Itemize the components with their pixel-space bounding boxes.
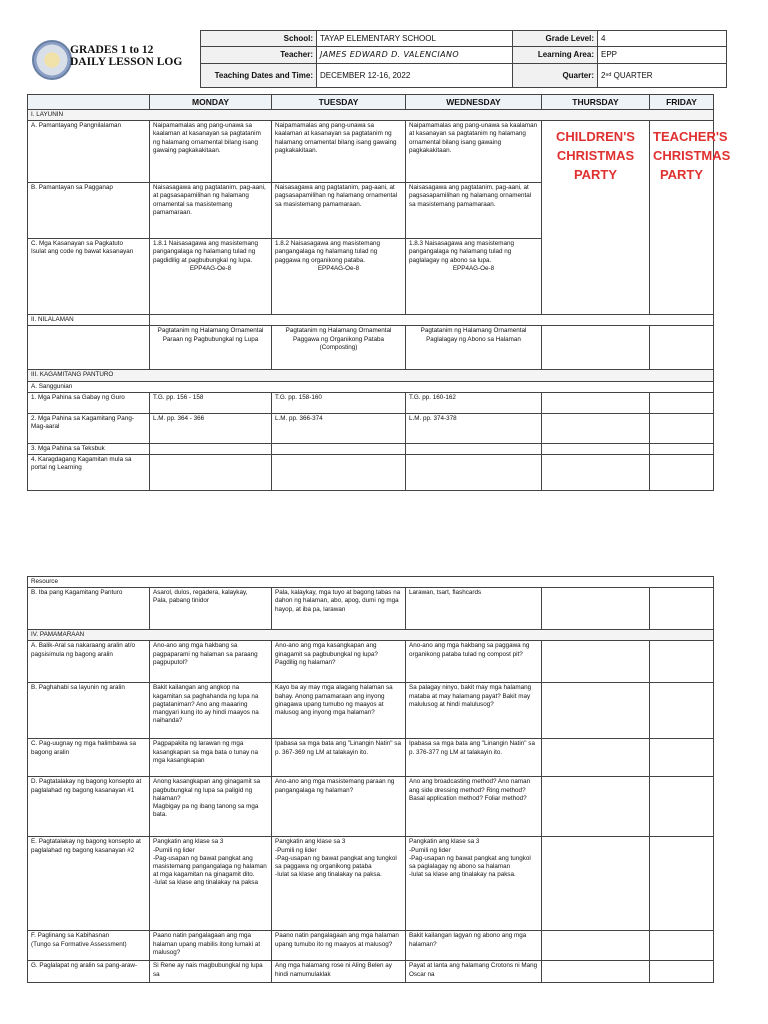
competency-code: EPP4AG-Oe-8 xyxy=(317,264,360,272)
talakay2-friday xyxy=(650,837,714,931)
title-line-1: GRADES 1 to 12 xyxy=(70,44,154,56)
competency-text: 1.8.3 Naisasagawa ang masistemang pangangalaga ng halamang tulad ng paglalagay ng abono sa lupa. xyxy=(409,240,515,264)
linang-wednesday: Bakit kailangan lagyan ng abono ang mga halaman? xyxy=(406,931,542,961)
linang-tuesday: Paano natin pangalagaan ang mga halaman upang tumubo ito ng maayos at malusog? xyxy=(272,931,406,961)
lr-friday xyxy=(650,455,714,491)
iba-monday: Asarol, dulos, regadera, kalaykay, Pala, pabang tinidor xyxy=(150,588,272,630)
day-header-wednesday: WEDNESDAY xyxy=(406,95,542,110)
row-label-pagtatalakay-2: E. Pagtatalakay ng bagong konsepto at paglalahad ng bagong kasanayan #2 xyxy=(28,837,150,931)
lm-tuesday: L.M. pp. 366-374 xyxy=(272,413,406,443)
tx-monday xyxy=(150,443,272,454)
cell-a-monday: Naipamamalas ang pang-unawa sa kaalaman at kasanayan sa pagtatanim ng halamang ornamental bilang isang gawaing pagkakakitaan. xyxy=(150,121,272,183)
iba-tuesday: Pala, kalaykay, mga tuyo at bagong tabas na dahon ng halaman, abo, apog, dumi ng mga hayop, at iba pa, larawan xyxy=(272,588,406,630)
quarter-value: 2ⁿᵈ QUARTER xyxy=(598,64,727,88)
talakay1-thursday xyxy=(542,777,650,837)
row-label-iba-pang-kagamitan: B. Iba pang Kagamitang Panturo xyxy=(28,588,150,630)
lr-thursday xyxy=(542,455,650,491)
lapat-monday: Si Rene ay nais magbubungkal ng lupa sa xyxy=(150,961,272,983)
cell-a-wednesday: Naipamamalas ang pang-unawa sa kaalaman at kasanayan sa pagtatanim ng halamang ornamental bilang isang gawaing pagkakakitaan. xyxy=(406,121,542,183)
habi-friday xyxy=(650,683,714,739)
lapat-wednesday: Payat at lanta ang halamang Crotons ni Mang Oscar na xyxy=(406,961,542,983)
tg-tuesday: T.G. pp. 158-160 xyxy=(272,392,406,413)
cell-c-tuesday xyxy=(272,239,406,315)
lapat-tuesday: Ang mga halamang rose ni Aling Belen ay hindi namumulaklak xyxy=(272,961,406,983)
day-header-tuesday: TUESDAY xyxy=(272,95,406,110)
row-label-kasanayan: C. Mga Kasanayan sa Pagkatuto Isulat ang code ng bawat kasanayan xyxy=(28,239,150,315)
competency-text: 1.8.2 Naisasagawa ang masistemang pangangalaga ng halamang tulad ng paggawa ng organikong pataba. xyxy=(275,240,381,264)
nilalaman-thursday xyxy=(542,326,650,370)
row-label-balik-aral: A. Balik-Aral sa nakaraang aralin at/o pagsisimula ng bagong aralin xyxy=(28,641,150,683)
cell-a-tuesday: Naipamamalas ang pang-unawa sa kaalaman at kasanayan sa pagtatanim ng halamang ornamental bilang isang gawaing pagkakakitaan. xyxy=(272,121,406,183)
talakay1-friday xyxy=(650,777,714,837)
row-label-pagtatalakay-1: D. Pagtatalakay ng bagong konsepto at paglalahad ng bagong kasanayan #1 xyxy=(28,777,150,837)
tx-tuesday xyxy=(272,443,406,454)
tx-thursday xyxy=(542,443,650,454)
talakay2-monday: Pangkatin ang klase sa 3 -Pumili ng lider -Pag-usapan ng bawat pangkat ang masistemang pangangalaga ng halaman at mga kagamitan na ginagamit dito. -Iulat sa klase ang tinalakay na paksa xyxy=(150,837,272,931)
day-header-thursday: THURSDAY xyxy=(542,95,650,110)
corner-cell xyxy=(28,95,150,110)
row-label-gabay-guro: 1. Mga Pahina sa Gabay ng Guro xyxy=(28,392,150,413)
quarter-label: Quarter: xyxy=(513,64,598,88)
lm-monday: L.M. pp. 364 - 366 xyxy=(150,413,272,443)
talakay1-monday: Anong kasangkapan ang ginagamit sa pagbubungkal ng lupa sa paligid ng halaman? Magbigay pa ng ibang tanong sa mga bata. xyxy=(150,777,272,837)
lm-wednesday: L.M. pp. 374-378 xyxy=(406,413,542,443)
competency-code: EPP4AG-Oe-8 xyxy=(452,264,495,272)
lesson-log-table-page2 xyxy=(27,576,714,983)
row-label-paglalapat: G. Paglalapat ng aralin sa pang-araw- xyxy=(28,961,150,983)
habi-monday: Bakit kailangan ang angkop na kagamitan sa paghahanda ng lupa na pagtataniman? Ano ang maaaring mangyari kung ito ay hindi maayos na naihanda? xyxy=(150,683,272,739)
title-line-2: DAILY LESSON LOG xyxy=(70,56,183,68)
nilalaman-blank xyxy=(150,315,714,326)
section-pamamaraan: IV. PAMAMARAAN xyxy=(28,630,714,641)
talakay2-wednesday: Pangkatin ang klase sa 3 -Pumili ng lider -Pag-usapan ng bawat pangkat ang tungkol sa paglalagay ng abono sa halaman -Iulat sa klase ang tinalakay na paksa. xyxy=(406,837,542,931)
dates-label: Teaching Dates and Time: xyxy=(201,64,317,88)
row-label-paghahabi: B. Paghahabi sa layunin ng aralin xyxy=(28,683,150,739)
nilalaman-label-blank xyxy=(28,326,150,370)
iba-friday xyxy=(650,588,714,630)
cell-b-tuesday: Naisasagawa ang pagtatanim, pag-aani, at pagsasapamilihan ng halamang ornamental sa masistemang pamamaraan. xyxy=(272,183,406,239)
competency-code: EPP4AG-Oe-8 xyxy=(189,264,232,272)
competency-text: 1.8.1 Naisasagawa ang masistemang pangangalaga ng halamang tulad ng pagdidilig at pagbubungkal ng lupa. xyxy=(153,240,259,264)
row-label-paglinang: F. Paglinang sa Kabihasnan (Tungo sa Formative Assessment) xyxy=(28,931,150,961)
row-label-pamantayang-pangnilalaman: A. Pamantayang Pangnilalaman xyxy=(28,121,150,183)
habi-wednesday: Sa palagay ninyo, bakit may mga halamang mataba at may halamang payat? Bakit may malulusog at hindi malulusog? xyxy=(406,683,542,739)
lm-friday xyxy=(650,413,714,443)
linang-friday xyxy=(650,931,714,961)
lr-monday xyxy=(150,455,272,491)
balik-thursday xyxy=(542,641,650,683)
day-header-friday: FRIDAY xyxy=(650,95,714,110)
thursday-event: CHILDREN'S CHRISTMAS PARTY xyxy=(542,121,650,315)
learning-area-label: Learning Area: xyxy=(513,47,598,64)
nilalaman-friday xyxy=(650,326,714,370)
row-label-karagdagang-kagamitan: 4. Karagdagang Kagamitan mula sa portal ng Learning xyxy=(28,455,150,491)
lr-tuesday xyxy=(272,455,406,491)
lm-thursday xyxy=(542,413,650,443)
header-info-table xyxy=(200,30,727,88)
section-nilalaman: II. NILALAMAN xyxy=(28,315,150,326)
school-value: TAYAP ELEMENTARY SCHOOL xyxy=(317,31,513,47)
tx-wednesday xyxy=(406,443,542,454)
tg-wednesday: T.G. pp. 160-162 xyxy=(406,392,542,413)
cell-c-wednesday xyxy=(406,239,542,315)
ugnay-monday: Pagpapakita ng larawan ng mga kasangkapan sa mga bata o tunay na mga kasangkapan xyxy=(150,739,272,777)
sanggunian-label: A. Sanggunian xyxy=(28,381,714,392)
tg-friday xyxy=(650,392,714,413)
linang-monday: Paano natin pangalagaan ang mga halaman upang mabilis itong lumaki at malusog? xyxy=(150,931,272,961)
section-kagamitan: III. KAGAMITANG PANTURO xyxy=(28,370,714,381)
dates-value: DECEMBER 12-16, 2022 xyxy=(317,64,513,88)
friday-event: TEACHER'S CHRISTMAS PARTY xyxy=(650,121,714,315)
nilalaman-wednesday: Pagtatanim ng Halamang Ornamental Paglalagay ng Abono sa Halaman xyxy=(406,326,542,370)
balik-tuesday: Ano-ano ang mga kasangkapan ang ginagamit sa pagbubungkal ng lupa? Pagdilig ng halaman? xyxy=(272,641,406,683)
ugnay-friday xyxy=(650,739,714,777)
school-label: School: xyxy=(201,31,317,47)
learning-area-value: EPP xyxy=(598,47,727,64)
nilalaman-tuesday: Pagtatanim ng Halamang Ornamental Paggawa ng Organikong Pataba (Composting) xyxy=(272,326,406,370)
row-label-pamantayan-sa-pagganap: B. Pamantayan sa Pagganap xyxy=(28,183,150,239)
lapat-thursday xyxy=(542,961,650,983)
section-layunin: I. LAYUNIN xyxy=(28,110,714,121)
lapat-friday xyxy=(650,961,714,983)
tg-thursday xyxy=(542,392,650,413)
talakay2-tuesday: Pangkatin ang klase sa 3 -Pumili ng lider -Pag-usapan ng bawat pangkat ang tungkol sa paggawa ng organikong pataba -Iulat sa klase ang tinalakay na paksa. xyxy=(272,837,406,931)
deped-seal-icon xyxy=(32,40,72,80)
linang-thursday xyxy=(542,931,650,961)
talakay1-wednesday: Ano ang broadcasting method? Ano naman ang side dressing method? Ring method? Basal application method? Foliar method? xyxy=(406,777,542,837)
row-label-pag-uugnay: C. Pag-uugnay ng mga halimbawa sa bagong aralin xyxy=(28,739,150,777)
talakay2-thursday xyxy=(542,837,650,931)
teacher-value: JAMES EDWARD D. VALENCIANO xyxy=(317,47,513,64)
balik-friday xyxy=(650,641,714,683)
row-label-teksbuk: 3. Mga Pahina sa Teksbuk xyxy=(28,443,150,454)
lesson-log-table-page1 xyxy=(27,94,731,491)
teacher-label: Teacher: xyxy=(201,47,317,64)
grade-value: 4 xyxy=(598,31,727,47)
balik-wednesday: Ano-ano ang mga hakbang sa paggawa ng organikong pataba tulad ng compost pit? xyxy=(406,641,542,683)
iba-thursday xyxy=(542,588,650,630)
habi-thursday xyxy=(542,683,650,739)
document-title xyxy=(70,44,182,68)
nilalaman-monday: Pagtatanim ng Halamang Ornamental Paraan ng Pagbubungkal ng Lupa xyxy=(150,326,272,370)
cell-c-monday xyxy=(150,239,272,315)
lr-wednesday xyxy=(406,455,542,491)
habi-tuesday: Kayo ba ay may mga alagang halaman sa bahay. Anong pamamaraan ang inyong ginagawa upang tumubo ng maayos at malusog ang inyong mga halaman? xyxy=(272,683,406,739)
tx-friday xyxy=(650,443,714,454)
talakay1-tuesday: Ano-ano ang mga masistemang paraan ng pangangalaga ng halaman? xyxy=(272,777,406,837)
grade-label: Grade Level: xyxy=(513,31,598,47)
cell-b-monday: Naisasagawa ang pagtatanim, pag-aani, at pagsasapamilihan ng halamang ornamental sa masistemang pamamaraan. xyxy=(150,183,272,239)
cell-b-wednesday: Naisasagawa ang pagtatanim, pag-aani, at pagsasapamilihan ng halamang ornamental sa masistemang pamamaraan. xyxy=(406,183,542,239)
ugnay-wednesday: Ipabasa sa mga bata ang "Linangin Natin" sa p. 376-377 ng LM at talakayin ito. xyxy=(406,739,542,777)
resource-label: Resource xyxy=(28,577,714,588)
row-label-kagamitang-mag-aaral: 2. Mga Pahina sa Kagamitang Pang- Mag-aaral xyxy=(28,413,150,443)
day-header-monday: MONDAY xyxy=(150,95,272,110)
iba-wednesday: Larawan, tsart, flashcards xyxy=(406,588,542,630)
tg-monday: T.G. pp. 156 - 158 xyxy=(150,392,272,413)
ugnay-thursday xyxy=(542,739,650,777)
ugnay-tuesday: Ipabasa sa mga bata ang "Linangin Natin" sa p. 367-369 ng LM at talakayin ito. xyxy=(272,739,406,777)
balik-monday: Ano-ano ang mga hakbang sa pagpaparami ng halaman sa paraang pagpuputol? xyxy=(150,641,272,683)
